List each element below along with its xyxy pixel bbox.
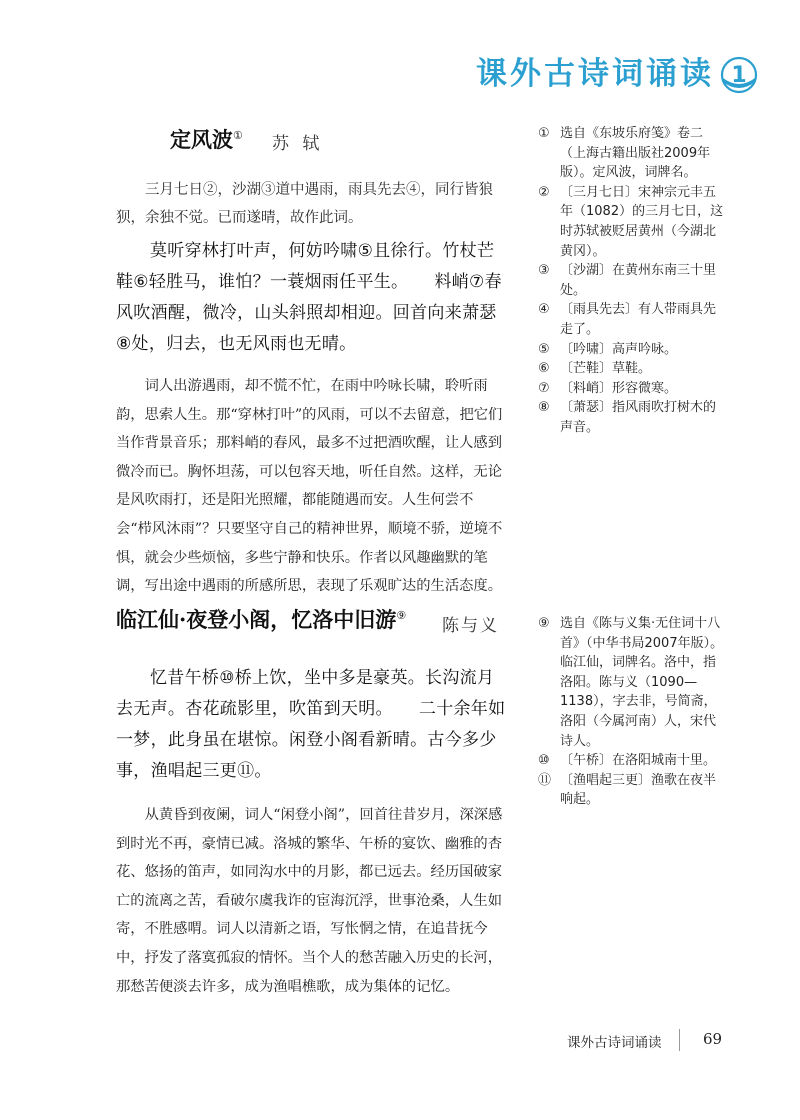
footer-section-label: 课外古诗词诵读 bbox=[567, 1035, 662, 1051]
footnote-number: ③ bbox=[538, 263, 550, 279]
footnote-item bbox=[538, 261, 728, 300]
footnote-number: ② bbox=[538, 184, 550, 200]
poem2-title-note-ref: ⑨ bbox=[396, 609, 407, 622]
poem2-author: 陈与义 bbox=[442, 616, 499, 636]
footnote-item bbox=[538, 300, 728, 339]
poem1-body: 莫听穿林打叶声，何妨吟啸⑤且徐行。竹杖芒鞋⑥轻胜马，谁怕？一蓑烟雨任平生。 料峭⑦春风吹酒醒，微冷，山头斜照却相迎。回首向来萧瑟⑧处，归去，也无风雨也无晴。 bbox=[116, 241, 502, 354]
footnote-text: 〔吟啸〕高声吟咏。 bbox=[560, 341, 678, 357]
footnote-number: ⑪ bbox=[538, 772, 552, 788]
footnote-text: 〔午桥〕在洛阳城南十里。 bbox=[560, 753, 717, 769]
footnote-text: 〔芒鞋〕草鞋。 bbox=[560, 361, 652, 377]
footnote-number: ⑥ bbox=[538, 361, 550, 377]
footnote-number: ⑧ bbox=[538, 400, 550, 416]
poem2-notes bbox=[538, 614, 728, 810]
poem2-body: 忆昔午桥⑩桥上饮，坐中多是豪英。长沟流月去无声。杏花疏影里，吹笛到天明。 二十余年如一梦，此身虽在堪惊。闲登小阁看新晴。古今多少事，渔唱起三更⑪。 bbox=[116, 668, 506, 781]
footnote-text: 〔沙湖〕在黄州东南三十里处。 bbox=[560, 263, 717, 298]
footnote-number: ① bbox=[538, 126, 550, 141]
footnote-item bbox=[538, 183, 728, 261]
footnote-text: 选自《东坡乐府笺》卷二（上海古籍出版社2009年版）。定风波，词牌名。 bbox=[560, 126, 711, 181]
footnote-text: 〔萧瑟〕指风雨吹打树木的声音。 bbox=[560, 400, 717, 435]
footnote-item bbox=[538, 340, 728, 360]
footnote-item bbox=[538, 751, 728, 771]
footer-divider bbox=[679, 1029, 680, 1051]
footnote-number: ⑨ bbox=[538, 616, 550, 631]
poem2-title-text: 临江仙·夜登小阁，忆洛中旧游 bbox=[116, 607, 397, 632]
poem2-appreciation: 从黄昏到夜阑，词人“闲登小阁”，回首往昔岁月，深深感到时光不再，豪情已减。洛城的繁华、午桥的宴饮、幽雅的杏花、悠扬的笛声，如同沟水中的月影，都已远去。经历国破家亡的流离之苦，看破尔虞我诈的宦海沉浮，世事沧桑，人生如寄，不胜感喟。词人以清新之语，写怅惘之情，在追昔抚今中，抒发了落寞孤寂的情怀。当个人的愁苦融入历史的长河，那愁苦便淡去许多，成为渔唱樵歌，成为集体的记忆。 bbox=[116, 807, 503, 995]
poem1-title bbox=[170, 124, 243, 154]
poem1-author: 苏 轼 bbox=[272, 134, 324, 154]
footnote-item bbox=[538, 771, 728, 810]
section-title: 课外古诗词诵读 bbox=[476, 56, 714, 92]
footnote-text: 〔料峭〕形容微寒。 bbox=[560, 380, 678, 396]
footnote-text: 〔雨具先去〕有人带雨具先走了。 bbox=[560, 302, 717, 337]
footnote-text: 选自《陈与义集·无住词十八首》（中华书局2007年版）。临江仙，词牌名。洛中，指洛阳。陈与义（1090—1138），字去非，号简斋，洛阳（今属河南）人，宋代诗人。 bbox=[560, 616, 724, 749]
footnote-item bbox=[538, 124, 728, 183]
footnote-text: 〔渔唱起三更〕渔歌在夜半响起。 bbox=[560, 772, 717, 808]
footnote-text: 〔三月七日〕宋神宗元丰五年（1082）的三月七日，这时苏轼被贬居黄州（今湖北黄冈）。 bbox=[560, 184, 724, 259]
poem1-title-text: 定风波 bbox=[170, 127, 233, 152]
footnote-number: ⑤ bbox=[538, 341, 550, 357]
page-number: 69 bbox=[703, 1030, 723, 1048]
footnote-item bbox=[538, 614, 728, 751]
poem2-title bbox=[116, 604, 406, 634]
footnote-item bbox=[538, 359, 728, 379]
poem1-notes bbox=[538, 124, 728, 438]
footnote-number: ⑩ bbox=[538, 753, 550, 769]
poem1-preface: 三月七日②，沙湖③道中遇雨，雨具先去④，同行皆狼狈，余独不觉。已而遂晴，故作此词。 bbox=[116, 182, 493, 226]
footnote-item bbox=[538, 398, 728, 437]
footnote-number: ⑦ bbox=[538, 380, 550, 396]
section-number-badge-icon bbox=[720, 56, 758, 94]
footnote-item bbox=[538, 379, 728, 399]
section-header bbox=[0, 46, 800, 102]
footnote-number: ④ bbox=[538, 302, 550, 318]
section-number: 1 bbox=[731, 63, 747, 88]
poem1-appreciation: 词人出游遇雨，却不慌不忙，在雨中吟咏长啸，聆听雨韵，思索人生。那“穿林打叶”的风雨，可以不去留意，把它们当作背景音乐；那料峭的春风，最多不过把酒吹醒，让人感到微冷而已。胸怀坦荡，可以包容天地，听任自然。这样，无论是风吹雨打，还是阳光照耀，都能随遇而安。人生何尝不会“栉风沐雨”？只要坚守自己的精神世界，顺境不骄，逆境不惧，就会少些烦恼，多些宁静和快乐。作者以风趣幽默的笔调，写出途中遇雨的所感所思，表现了乐观旷达的生活态度。 bbox=[116, 378, 503, 595]
poem1-title-note-ref: ① bbox=[233, 129, 243, 142]
